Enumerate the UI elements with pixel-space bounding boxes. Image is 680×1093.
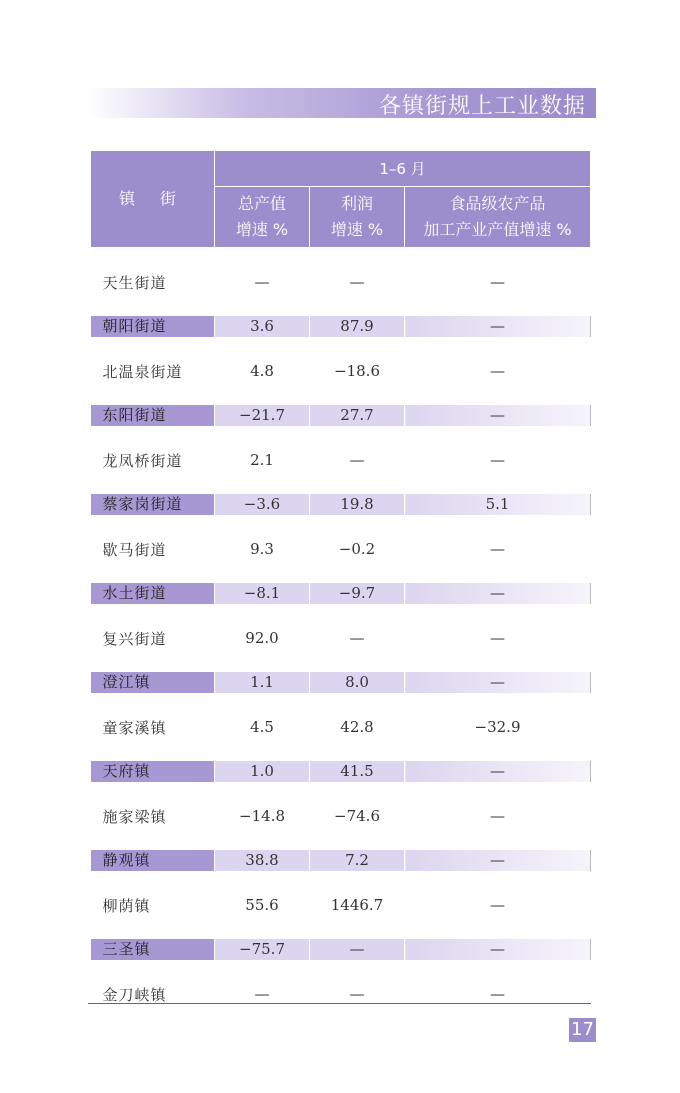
food-processing-growth-cell: — — [490, 540, 505, 558]
table-row — [91, 693, 591, 761]
table-row — [91, 316, 591, 337]
food-processing-growth-cell: — — [490, 451, 505, 469]
table-row — [91, 939, 591, 960]
town-name-cell: 三圣镇 — [91, 939, 215, 960]
page-number: 17 — [569, 1018, 596, 1042]
output-growth-cell: 38.8 — [215, 850, 310, 871]
food-processing-growth-cell: −32.9 — [474, 718, 521, 736]
table-row — [91, 850, 591, 871]
table-row — [91, 426, 591, 494]
profit-growth-header — [310, 187, 405, 248]
output-growth-cell: 1.0 — [215, 761, 310, 782]
table-row — [91, 515, 591, 583]
page-title: 各镇街规上工业数据 — [378, 94, 586, 119]
output-growth-cell: 92.0 — [245, 629, 279, 647]
output-growth-cell: 4.5 — [250, 718, 274, 736]
profit-growth-cell: −9.7 — [310, 583, 405, 604]
table-row — [91, 337, 591, 405]
profit-growth-cell: 27.7 — [310, 405, 405, 426]
table-row — [91, 960, 591, 1028]
period-header: 1–6 月 — [215, 151, 591, 187]
town-name-cell: 歇马街道 — [102, 540, 167, 559]
town-name-cell: 龙凤桥街道 — [102, 451, 183, 470]
table-row — [91, 405, 591, 426]
output-growth-cell: −21.7 — [215, 405, 310, 426]
town-name-cell: 朝阳街道 — [91, 316, 215, 337]
food-processing-growth-cell: — — [490, 985, 505, 1003]
food-processing-growth-cell: — — [405, 939, 591, 960]
output-growth-cell: −14.8 — [239, 807, 285, 825]
profit-growth-cell: 1446.7 — [330, 896, 384, 914]
food-processing-growth-cell: — — [405, 761, 591, 782]
profit-growth-cell: — — [349, 985, 365, 1003]
town-name-cell: 澄江镇 — [91, 672, 215, 693]
table-row — [91, 248, 591, 317]
output-growth-header-line2: 增速 % — [235, 220, 289, 239]
profit-growth-cell: 41.5 — [310, 761, 405, 782]
food-processing-growth-cell: 5.1 — [405, 494, 591, 515]
output-growth-cell: −8.1 — [215, 583, 310, 604]
town-name-cell: 施家梁镇 — [102, 807, 167, 826]
town-name-cell: 金刀峡镇 — [102, 985, 167, 1004]
food-processing-growth-cell: — — [490, 629, 505, 647]
food-processing-growth-cell: — — [490, 896, 505, 914]
profit-growth-cell: −74.6 — [334, 807, 380, 825]
table-row — [91, 782, 591, 850]
town-column-header: 镇 街 — [91, 151, 215, 248]
output-growth-cell: 1.1 — [215, 672, 310, 693]
profit-growth-header-line1: 利润 — [340, 194, 373, 213]
town-name-cell: 复兴街道 — [102, 629, 167, 648]
profit-growth-cell: −0.2 — [338, 540, 376, 558]
food-processing-growth-cell: — — [405, 405, 591, 426]
food-processing-header-line1: 食品级农产品 — [449, 194, 546, 213]
table-row — [91, 583, 591, 604]
profit-growth-cell: — — [310, 939, 405, 960]
output-growth-header-line1: 总产值 — [237, 194, 286, 213]
food-processing-growth-cell: — — [490, 362, 505, 380]
table-row — [91, 672, 591, 693]
food-processing-growth-cell: — — [490, 807, 505, 825]
town-name-cell: 童家溪镇 — [102, 718, 167, 737]
table-row — [91, 494, 591, 515]
output-growth-header — [215, 187, 310, 248]
title-bar — [88, 88, 596, 118]
food-processing-header-line2: 加工产业产值增速 % — [423, 220, 572, 239]
profit-growth-header-line2: 增速 % — [330, 220, 384, 239]
industry-data-table — [90, 150, 591, 1028]
town-name-cell: 蔡家岗街道 — [91, 494, 215, 515]
table-body — [91, 248, 591, 1029]
profit-growth-cell: 87.9 — [310, 316, 405, 337]
profit-growth-cell: 8.0 — [310, 672, 405, 693]
town-name-cell: 水土街道 — [91, 583, 215, 604]
profit-growth-cell: −18.6 — [334, 362, 380, 380]
output-growth-cell: — — [254, 273, 270, 291]
profit-growth-cell: 19.8 — [310, 494, 405, 515]
town-name-cell: 静观镇 — [91, 850, 215, 871]
profit-growth-cell: — — [349, 629, 365, 647]
output-growth-cell: 4.8 — [250, 362, 274, 380]
town-name-cell: 北温泉街道 — [102, 362, 183, 381]
table-row — [91, 871, 591, 939]
output-growth-cell: 2.1 — [250, 451, 274, 469]
table-row — [91, 761, 591, 782]
output-growth-cell: — — [254, 985, 270, 1003]
town-name-cell: 天生街道 — [102, 273, 167, 292]
food-processing-growth-cell: — — [405, 850, 591, 871]
food-processing-growth-header — [405, 187, 591, 248]
output-growth-cell: 3.6 — [215, 316, 310, 337]
output-growth-cell: −75.7 — [215, 939, 310, 960]
town-name-cell: 天府镇 — [91, 761, 215, 782]
food-processing-growth-cell: — — [405, 316, 591, 337]
food-processing-growth-cell: — — [405, 583, 591, 604]
profit-growth-cell: — — [349, 273, 365, 291]
bottom-rule — [88, 1003, 591, 1004]
food-processing-growth-cell: — — [490, 273, 505, 291]
table-row — [91, 604, 591, 672]
town-name-cell: 柳荫镇 — [102, 896, 151, 915]
profit-growth-cell: 7.2 — [310, 850, 405, 871]
town-name-cell: 东阳街道 — [91, 405, 215, 426]
profit-growth-cell: 42.8 — [340, 718, 374, 736]
output-growth-cell: −3.6 — [215, 494, 310, 515]
food-processing-growth-cell: — — [405, 672, 591, 693]
output-growth-cell: 55.6 — [245, 896, 279, 914]
profit-growth-cell: — — [349, 451, 365, 469]
output-growth-cell: 9.3 — [250, 540, 274, 558]
